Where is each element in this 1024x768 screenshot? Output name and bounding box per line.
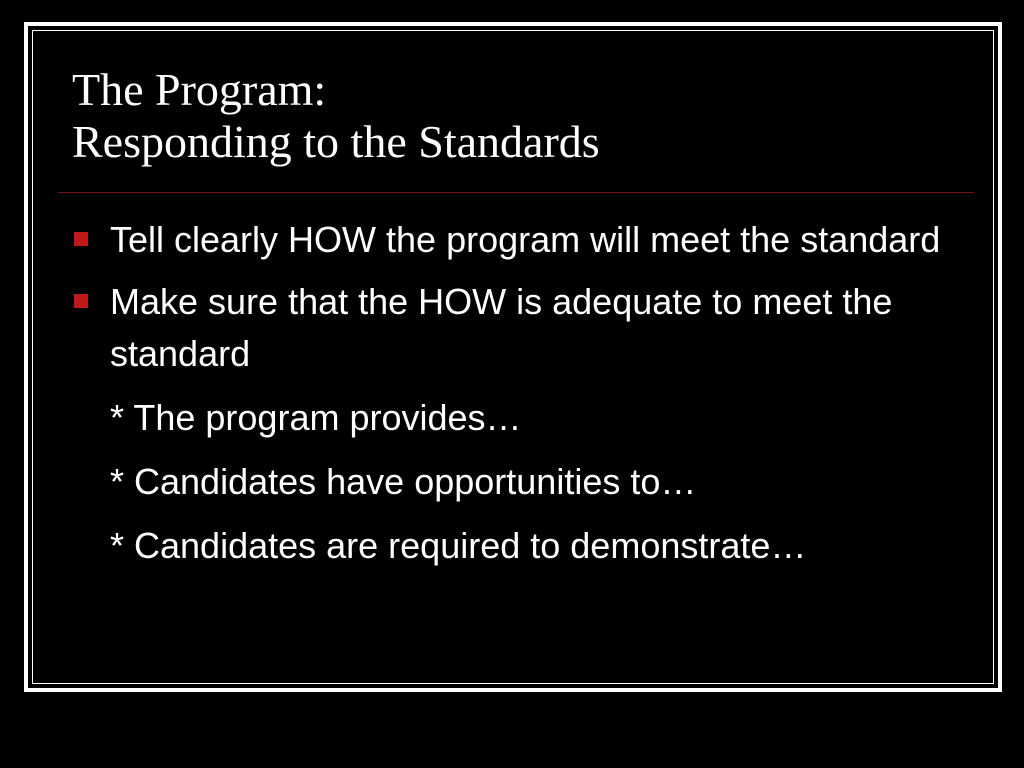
bullet-item — [72, 276, 972, 380]
square-bullet-icon — [74, 232, 88, 246]
sub-item: * Candidates are required to demonstrate… — [110, 525, 807, 566]
slide-body — [72, 214, 972, 572]
square-bullet-icon — [74, 294, 88, 308]
title-line-1: The Program: — [72, 64, 327, 115]
sub-item: * Candidates have opportunities to… — [110, 461, 697, 502]
title-divider — [58, 192, 974, 193]
bullet-text: Make sure that the HOW is adequate to meet the standard — [110, 281, 893, 374]
slide-title — [72, 64, 600, 168]
title-line-2: Responding to the Standards — [72, 116, 600, 167]
bullet-item — [72, 214, 972, 266]
bullet-text: Tell clearly HOW the program will meet the standard — [110, 219, 941, 260]
sub-item: * The program provides… — [110, 397, 522, 438]
